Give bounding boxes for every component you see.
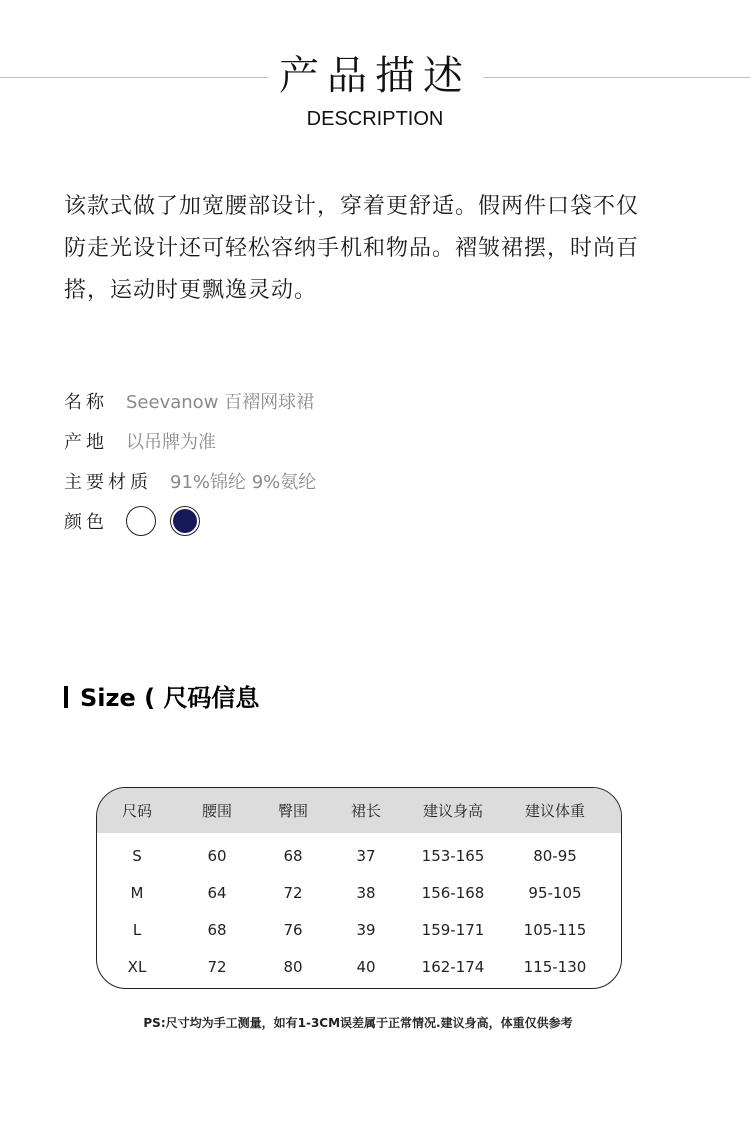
table-cell: 156-168 [421,883,485,902]
section-header [0,52,750,142]
size-heading-text: Size ( 尺码信息 [80,684,260,712]
table-row [97,874,621,911]
info-row-origin [64,421,664,461]
table-body [97,833,621,985]
table-cell: 159-171 [421,920,485,939]
material-value: 91%锦纶 9%氨纶 [170,472,317,493]
table-cell: L [132,920,142,939]
material-label: 主要材质 [64,472,152,493]
table-cell: 60 [207,846,227,865]
page-subtitle: DESCRIPTION [306,108,444,130]
table-header-cell: 建议身高 [422,802,483,820]
table-cell: 105-115 [523,920,587,939]
name-value: Seevanow 百褶网球裙 [126,392,315,413]
table-header-cell: 建议体重 [524,802,585,820]
table-row [97,837,621,874]
table-cell: 76 [283,920,303,939]
description-line: 搭，运动时更飘逸灵动。 [64,278,318,303]
table-header [97,788,621,833]
info-row-name [64,381,664,421]
table-cell: 68 [207,920,227,939]
table-cell: 95-105 [528,883,582,902]
table-cell: 162-174 [421,957,485,976]
swatch-fill [173,509,197,533]
size-heading [64,678,259,713]
table-cell: 72 [207,957,227,976]
swatch-fill [129,509,153,533]
info-row-color [64,501,664,541]
origin-label: 产地 [64,432,108,453]
description-line: 该款式做了加宽腰部设计，穿着更舒适。假两件口袋不仅 [64,194,640,219]
origin-value: 以吊牌为准 [126,432,216,453]
table-row [97,911,621,948]
info-row-material [64,461,664,501]
table-cell: 40 [356,957,376,976]
name-label: 名称 [64,392,108,413]
product-description [64,186,674,312]
table-cell: M [130,883,144,902]
table-header-cell: 臀围 [277,802,308,820]
table-cell: 80-95 [533,846,577,865]
table-cell: 64 [207,883,227,902]
color-label: 颜色 [64,512,108,533]
table-cell: 37 [356,846,376,865]
header-divider-right [483,77,750,78]
table-cell: XL [127,957,147,976]
table-cell: 153-165 [421,846,485,865]
table-cell: 38 [356,883,376,902]
color-swatch-navy[interactable] [170,506,200,536]
measurement-note: PS:尺寸均为手工测量，如有1-3CM误差属于正常情况.建议身高，体重仅供参考 [143,1016,573,1030]
table-cell: 72 [283,883,303,902]
table-cell: 68 [283,846,303,865]
color-swatch-white[interactable] [126,506,156,536]
table-cell: S [132,846,142,865]
table-header-cell: 腰围 [201,802,232,820]
table-cell: 39 [356,920,376,939]
size-table [96,787,622,989]
description-line: 防走光设计还可轻松容纳手机和物品。褶皱裙摆，时尚百 [64,236,640,261]
product-info [64,381,664,541]
table-cell: 80 [283,957,303,976]
heading-bar [64,686,68,708]
table-header-cell: 裙长 [350,802,381,820]
table-header-cell: 尺码 [121,802,152,820]
table-row [97,948,621,985]
page-title: 产品描述 [279,53,471,99]
table-cell: 115-130 [523,957,587,976]
